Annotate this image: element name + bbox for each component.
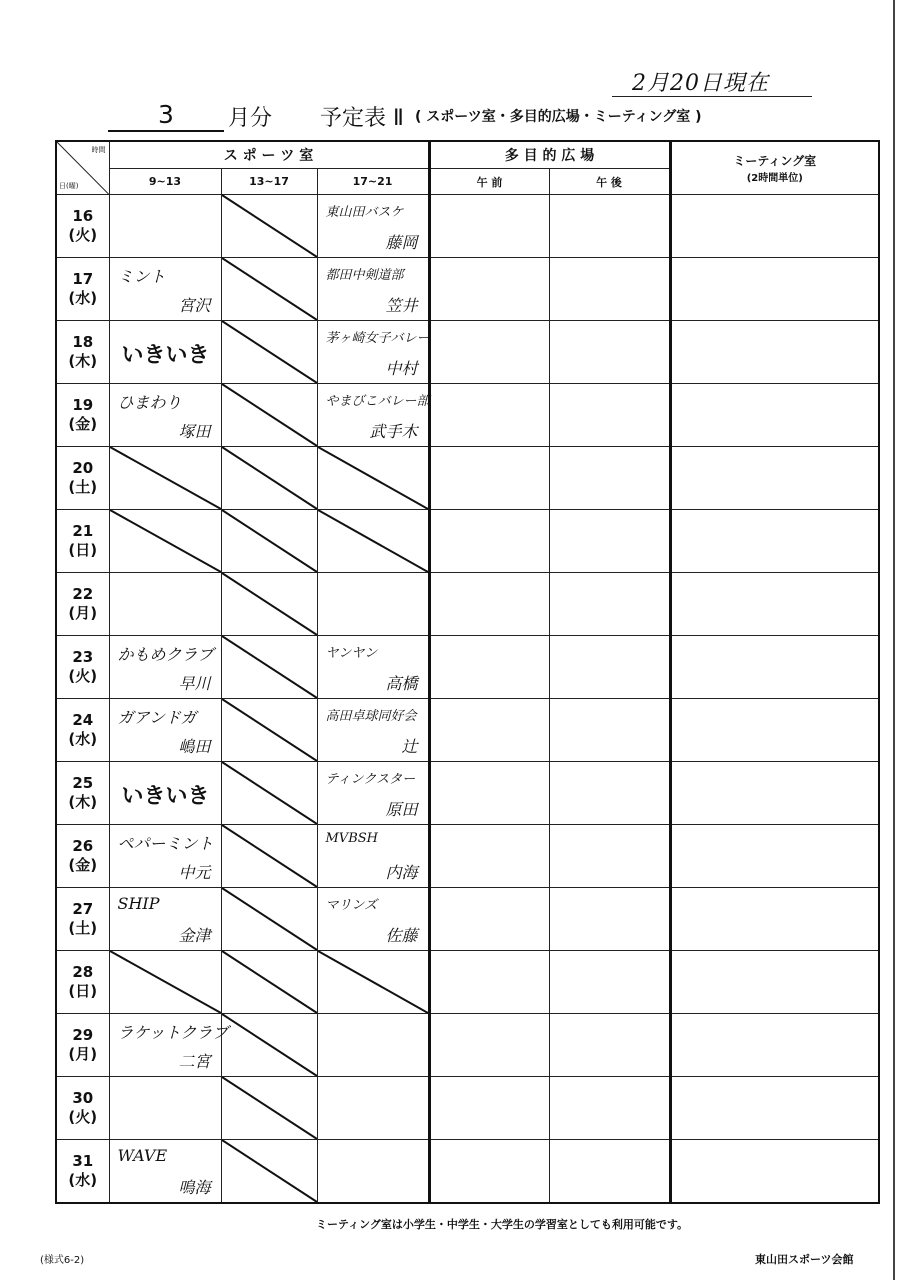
- corner-time-label: 時間: [91, 146, 106, 154]
- table-row: [56, 1014, 879, 1077]
- cell-sports-13-17: [221, 699, 317, 762]
- cell-sports-17-21: [317, 1140, 429, 1204]
- cell-sports-9-13: [109, 384, 221, 447]
- cell-plaza-am: [429, 888, 549, 951]
- cell-sports-13-17: [221, 195, 317, 258]
- cell-sports-13-17: [221, 321, 317, 384]
- cell-sports-17-21: [317, 762, 429, 825]
- cell-sports-9-13: [109, 825, 221, 888]
- booking-person: 鳴海: [178, 1178, 211, 1197]
- table-row: [56, 384, 879, 447]
- table-row: [56, 258, 879, 321]
- cell-sports-13-17: [221, 447, 317, 510]
- day-number: 20: [72, 459, 94, 477]
- cell-meeting-room: [670, 1014, 879, 1077]
- cell-sports-9-13: [109, 1077, 221, 1140]
- scan-edge-line: [893, 0, 895, 1280]
- title-month: 3: [158, 100, 174, 129]
- cell-plaza-pm: [549, 510, 670, 573]
- day-cell: [56, 510, 109, 573]
- cell-meeting-room: [670, 195, 879, 258]
- slot-morning: 午 前: [429, 169, 549, 195]
- form-number: (様式6-2): [40, 1255, 85, 1266]
- cell-meeting-room: [670, 951, 879, 1014]
- cell-sports-17-21: [317, 636, 429, 699]
- cell-plaza-am: [429, 699, 549, 762]
- title-schedule: 予定表 Ⅱ: [320, 106, 404, 131]
- cell-plaza-pm: [549, 1140, 670, 1204]
- cell-sports-9-13: [109, 951, 221, 1014]
- cell-sports-9-13: [109, 510, 221, 573]
- day-number: 22: [72, 585, 94, 603]
- cell-plaza-pm: [549, 762, 670, 825]
- cell-plaza-am: [429, 825, 549, 888]
- cell-plaza-am: [429, 321, 549, 384]
- table-row: [56, 1140, 879, 1204]
- cell-meeting-room: [670, 825, 879, 888]
- cell-plaza-pm: [549, 951, 670, 1014]
- cell-meeting-room: [670, 447, 879, 510]
- booking-person: 原田: [385, 800, 418, 819]
- day-cell: [56, 1140, 109, 1204]
- cell-plaza-am: [429, 1077, 549, 1140]
- cell-sports-9-13: [109, 888, 221, 951]
- booking-name: ティンクスター: [325, 772, 416, 787]
- cell-plaza-pm: [549, 447, 670, 510]
- cell-meeting-room: [670, 636, 879, 699]
- day-number: 28: [72, 963, 94, 981]
- slot-9-13: 9~13: [109, 169, 221, 195]
- booking-name: 高田卓球同好会: [325, 709, 417, 724]
- cell-sports-9-13: [109, 195, 221, 258]
- day-cell: [56, 321, 109, 384]
- day-of-week: (月): [68, 604, 98, 622]
- meeting-room-footnote: ミーティング室は小学生・中学生・大学生の学習室としても利用可能です。: [316, 1218, 689, 1231]
- cell-sports-13-17: [221, 888, 317, 951]
- booking-name: いきいき: [121, 343, 210, 368]
- cell-sports-17-21: [317, 1077, 429, 1140]
- day-number: 18: [72, 333, 94, 351]
- cell-meeting-room: [670, 258, 879, 321]
- day-cell: [56, 258, 109, 321]
- cell-plaza-am: [429, 510, 549, 573]
- cell-plaza-pm: [549, 258, 670, 321]
- booking-name: SHIP: [117, 894, 160, 913]
- day-number: 25: [72, 774, 94, 792]
- cell-meeting-room: [670, 1140, 879, 1204]
- table-row: [56, 510, 879, 573]
- cell-sports-17-21: [317, 825, 429, 888]
- booking-person: 中元: [178, 863, 211, 882]
- day-cell: [56, 195, 109, 258]
- cell-plaza-am: [429, 258, 549, 321]
- group-plaza: 多 目 的 広 場: [429, 141, 670, 169]
- day-of-week: (金): [68, 856, 98, 874]
- day-cell: [56, 951, 109, 1014]
- cell-meeting-room: [670, 573, 879, 636]
- table-row: [56, 1077, 879, 1140]
- booking-person: 二宮: [178, 1052, 211, 1071]
- slot-13-17: 13~17: [221, 169, 317, 195]
- cell-plaza-pm: [549, 195, 670, 258]
- day-cell: [56, 573, 109, 636]
- meeting-room-note: (2時間単位): [746, 173, 803, 184]
- booking-name: ペパーミント: [117, 834, 214, 853]
- day-of-week: (火): [68, 226, 98, 244]
- table-row: [56, 888, 879, 951]
- cell-plaza-am: [429, 1014, 549, 1077]
- day-of-week: (日): [68, 541, 98, 559]
- cell-sports-9-13: [109, 1014, 229, 1077]
- booking-person: 早川: [178, 674, 211, 693]
- cell-sports-9-13: [109, 636, 221, 699]
- booking-name: 東山田バスケ: [325, 205, 404, 220]
- cell-meeting-room: [670, 888, 879, 951]
- group-meeting-room: [670, 141, 879, 195]
- cell-meeting-room: [670, 762, 879, 825]
- cell-sports-17-21: [317, 195, 429, 258]
- cell-sports-9-13: [109, 258, 221, 321]
- booking-name: マリンズ: [325, 898, 378, 913]
- cell-plaza-pm: [549, 1077, 670, 1140]
- booking-name: WAVE: [117, 1146, 168, 1165]
- day-number: 26: [72, 837, 94, 855]
- cell-meeting-room: [670, 384, 879, 447]
- booking-person: 内海: [385, 863, 418, 882]
- booking-name: MVBSH: [325, 831, 378, 846]
- cell-sports-17-21: [317, 1014, 429, 1077]
- day-of-week: (火): [68, 667, 98, 685]
- cell-sports-13-17: [221, 510, 317, 573]
- booking-person: 嶋田: [178, 737, 211, 756]
- booking-person: 武手木: [369, 422, 418, 441]
- booking-name: 都田中剣道部: [325, 268, 404, 283]
- cell-sports-13-17: [221, 384, 317, 447]
- day-of-week: (日): [68, 982, 98, 1000]
- day-cell: [56, 1077, 109, 1140]
- day-cell: [56, 384, 109, 447]
- cell-sports-17-21: [317, 447, 429, 510]
- day-cell: [56, 888, 109, 951]
- table-row: [56, 762, 879, 825]
- cell-plaza-am: [429, 951, 549, 1014]
- cell-sports-13-17: [221, 573, 317, 636]
- cell-plaza-am: [429, 1140, 549, 1204]
- header-corner: [56, 141, 109, 195]
- day-cell: [56, 699, 109, 762]
- slot-afternoon: 午 後: [549, 169, 670, 195]
- booking-person: 高橋: [385, 674, 418, 693]
- cell-sports-13-17: [221, 951, 317, 1014]
- cell-plaza-pm: [549, 888, 670, 951]
- day-of-week: (木): [68, 352, 98, 370]
- booking-person: 中村: [385, 359, 418, 378]
- cell-sports-13-17: [221, 636, 317, 699]
- cell-plaza-pm: [549, 825, 670, 888]
- table-row: [56, 699, 879, 762]
- as-of-underline: [612, 96, 812, 97]
- cell-plaza-pm: [549, 321, 670, 384]
- day-number: 19: [72, 396, 94, 414]
- table-row: [56, 321, 879, 384]
- table-row: [56, 195, 879, 258]
- cell-sports-17-21: [317, 951, 429, 1014]
- cell-sports-13-17: [221, 1077, 317, 1140]
- day-cell: [56, 447, 109, 510]
- cell-plaza-am: [429, 762, 549, 825]
- cell-sports-17-21: [317, 321, 429, 384]
- table-row: [56, 573, 879, 636]
- day-of-week: (金): [68, 415, 98, 433]
- cell-meeting-room: [670, 699, 879, 762]
- booking-person: 藤岡: [385, 233, 418, 252]
- day-cell: [56, 762, 109, 825]
- day-of-week: (水): [68, 730, 98, 748]
- day-number: 24: [72, 711, 94, 729]
- cell-sports-9-13: [109, 573, 221, 636]
- table-row: [56, 825, 879, 888]
- cell-sports-9-13: [109, 699, 221, 762]
- cell-sports-17-21: [317, 888, 429, 951]
- cell-plaza-pm: [549, 699, 670, 762]
- booking-name: かもめクラブ: [117, 645, 214, 664]
- as-of-date: 2月20日現在: [632, 71, 769, 96]
- cell-plaza-pm: [549, 384, 670, 447]
- corner-day-label: 日(曜): [59, 182, 79, 190]
- day-cell: [56, 636, 109, 699]
- day-of-week: (木): [68, 793, 98, 811]
- day-number: 29: [72, 1026, 94, 1044]
- title-month-underline: [108, 130, 224, 132]
- day-of-week: (火): [68, 1108, 98, 1126]
- title-venues: ( スポーツ室・多目的広場・ミーティング室 ): [415, 109, 702, 125]
- cell-meeting-room: [670, 321, 879, 384]
- booking-name: ラケットクラブ: [117, 1023, 229, 1042]
- booking-person: 金津: [178, 926, 211, 945]
- organization-name: 東山田スポーツ会館: [755, 1253, 854, 1266]
- table-row: [56, 447, 879, 510]
- day-of-week: (月): [68, 1045, 98, 1063]
- cell-plaza-am: [429, 384, 549, 447]
- cell-plaza-pm: [549, 1014, 670, 1077]
- cell-sports-13-17: [221, 762, 317, 825]
- booking-person: 塚田: [178, 422, 211, 441]
- day-number: 21: [72, 522, 94, 540]
- cell-sports-9-13: [109, 1140, 221, 1204]
- day-of-week: (水): [68, 1171, 98, 1189]
- day-cell: [56, 825, 109, 888]
- cell-sports-13-17: [221, 1014, 317, 1077]
- day-number: 31: [72, 1152, 94, 1170]
- day-number: 30: [72, 1089, 94, 1107]
- day-of-week: (土): [68, 478, 98, 496]
- cell-sports-9-13: [109, 321, 221, 384]
- day-number: 27: [72, 900, 94, 918]
- cell-plaza-am: [429, 573, 549, 636]
- booking-person: 佐藤: [385, 926, 418, 945]
- cell-sports-13-17: [221, 258, 317, 321]
- cell-meeting-room: [670, 510, 879, 573]
- day-of-week: (土): [68, 919, 98, 937]
- cell-sports-13-17: [221, 1140, 317, 1204]
- slot-17-21: 17~21: [317, 169, 429, 195]
- cell-sports-17-21: [317, 258, 429, 321]
- day-cell: [56, 1014, 109, 1077]
- day-number: 23: [72, 648, 94, 666]
- cell-sports-17-21: [317, 510, 429, 573]
- group-sports-room: ス ポ ー ツ 室: [109, 141, 429, 169]
- booking-person: 辻: [401, 737, 418, 756]
- cell-sports-13-17: [221, 825, 317, 888]
- cell-plaza-pm: [549, 573, 670, 636]
- booking-person: 笠井: [385, 296, 418, 315]
- cell-sports-9-13: [109, 762, 221, 825]
- cell-sports-9-13: [109, 447, 221, 510]
- cell-sports-17-21: [317, 699, 429, 762]
- booking-name: ヤンヤン: [325, 646, 378, 661]
- day-of-week: (水): [68, 289, 98, 307]
- schedule-table: [55, 140, 880, 1204]
- cell-plaza-pm: [549, 636, 670, 699]
- booking-person: 宮沢: [178, 296, 211, 315]
- booking-name: ミント: [117, 267, 166, 286]
- table-row: [56, 636, 879, 699]
- cell-meeting-room: [670, 1077, 879, 1140]
- day-number: 16: [72, 207, 94, 225]
- cell-plaza-am: [429, 195, 549, 258]
- booking-name: やまびこバレー部: [325, 394, 430, 409]
- booking-name: ガアンドガ: [117, 708, 197, 727]
- meeting-room-label: ミーティング室: [733, 154, 817, 168]
- cell-sports-17-21: [317, 573, 429, 636]
- booking-name: いきいき: [121, 784, 210, 809]
- cell-plaza-am: [429, 636, 549, 699]
- table-row: [56, 951, 879, 1014]
- booking-name: ひまわり: [117, 393, 182, 412]
- booking-name: 茅ヶ崎女子バレー: [325, 331, 430, 346]
- cell-sports-17-21: [317, 384, 429, 447]
- day-number: 17: [72, 270, 94, 288]
- cell-plaza-am: [429, 447, 549, 510]
- title-month-unit: 月分: [228, 106, 273, 131]
